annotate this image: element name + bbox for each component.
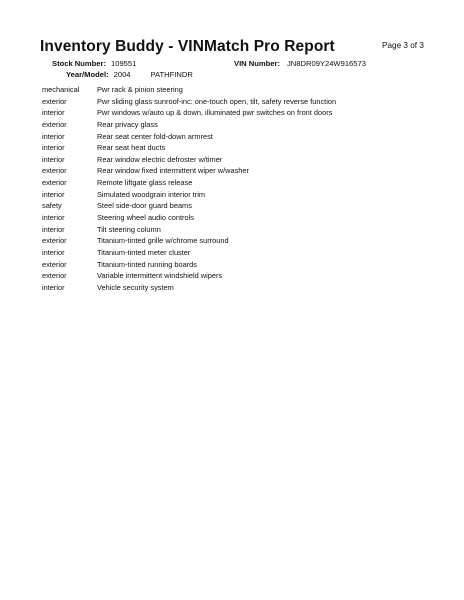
feature-row (42, 189, 336, 201)
feature-category: interior (42, 154, 65, 164)
feature-category: exterior (42, 166, 67, 176)
feature-description: Rear privacy glass (97, 119, 158, 129)
feature-row (42, 107, 336, 119)
feature-category: interior (42, 247, 65, 257)
feature-description: Pwr rack & pinion steering (97, 85, 183, 94)
stock-number-label: Stock Number: (52, 59, 107, 68)
feature-category: exterior (42, 259, 67, 269)
stock-number-value: 109551 (111, 59, 137, 68)
feature-category: interior (42, 189, 65, 199)
feature-row (42, 96, 336, 108)
feature-row (42, 165, 336, 177)
feature-category: interior (42, 282, 65, 292)
feature-category: interior (42, 224, 65, 234)
feature-row (42, 235, 336, 247)
feature-description: Rear seat center fold-down armrest (97, 131, 213, 141)
feature-category: interior (42, 108, 65, 118)
feature-description: Rear window fixed intermittent wiper w/washer (97, 166, 249, 176)
feature-description: Variable intermittent windshield wipers (97, 271, 223, 281)
feature-description: Remote liftgate glass release (97, 178, 193, 188)
feature-row (42, 247, 336, 259)
feature-row (42, 224, 336, 236)
year-model-field (66, 70, 193, 79)
feature-list (42, 84, 336, 294)
feature-category: exterior (42, 119, 67, 129)
feature-row (42, 270, 336, 282)
feature-row (42, 200, 336, 212)
feature-description: Simulated woodgrain interior trim (97, 189, 206, 199)
feature-category: exterior (42, 96, 67, 106)
feature-description: Titanium-tinted meter cluster (97, 247, 191, 257)
year-value: 2004 (113, 70, 131, 79)
feature-description: Vehicle security system (97, 282, 174, 292)
feature-row (42, 154, 336, 166)
feature-description: Rear seat heat ducts (97, 143, 166, 153)
feature-description: Tilt steering column (97, 224, 161, 234)
feature-row (42, 84, 336, 96)
feature-category: safety (42, 201, 62, 211)
year-model-label: Year/Model: (66, 70, 109, 79)
vin-number-value: JN8DR09Y24W916573 (287, 59, 366, 68)
feature-description: Rear window electric defroster w/timer (97, 154, 223, 164)
vin-number-label: VIN Number: (234, 59, 280, 68)
feature-row (42, 119, 336, 131)
feature-row (42, 212, 336, 224)
feature-description: Steel side-door guard beams (97, 201, 192, 211)
feature-description: Titanium-tinted running boards (97, 259, 197, 269)
feature-category: interior (42, 131, 65, 141)
feature-description: Pwr windows w/auto up & down, illuminated pwr switches on front doors (97, 108, 333, 118)
feature-description: Titanium-tinted grille w/chrome surround (97, 236, 229, 246)
feature-category: interior (42, 213, 65, 223)
feature-row (42, 177, 336, 189)
feature-description: Pwr sliding glass sunroof-inc: one-touch open, tilt, safety reverse function (97, 96, 337, 106)
feature-category: interior (42, 143, 65, 153)
feature-category: exterior (42, 236, 67, 246)
feature-row (42, 142, 336, 154)
feature-row (42, 282, 336, 294)
feature-category: exterior (42, 178, 67, 188)
page-number: Page 3 of 3 (382, 41, 424, 50)
stock-number-field (52, 59, 136, 68)
feature-category: exterior (42, 271, 67, 281)
vin-number-field (234, 59, 366, 68)
report-title: Inventory Buddy - VINMatch Pro Report (40, 38, 335, 55)
feature-category: mechanical (42, 85, 80, 94)
feature-row (42, 259, 336, 271)
feature-row (42, 131, 336, 143)
model-value: PATHFINDR (150, 70, 193, 79)
feature-description: Steering wheel audio controls (97, 213, 194, 223)
